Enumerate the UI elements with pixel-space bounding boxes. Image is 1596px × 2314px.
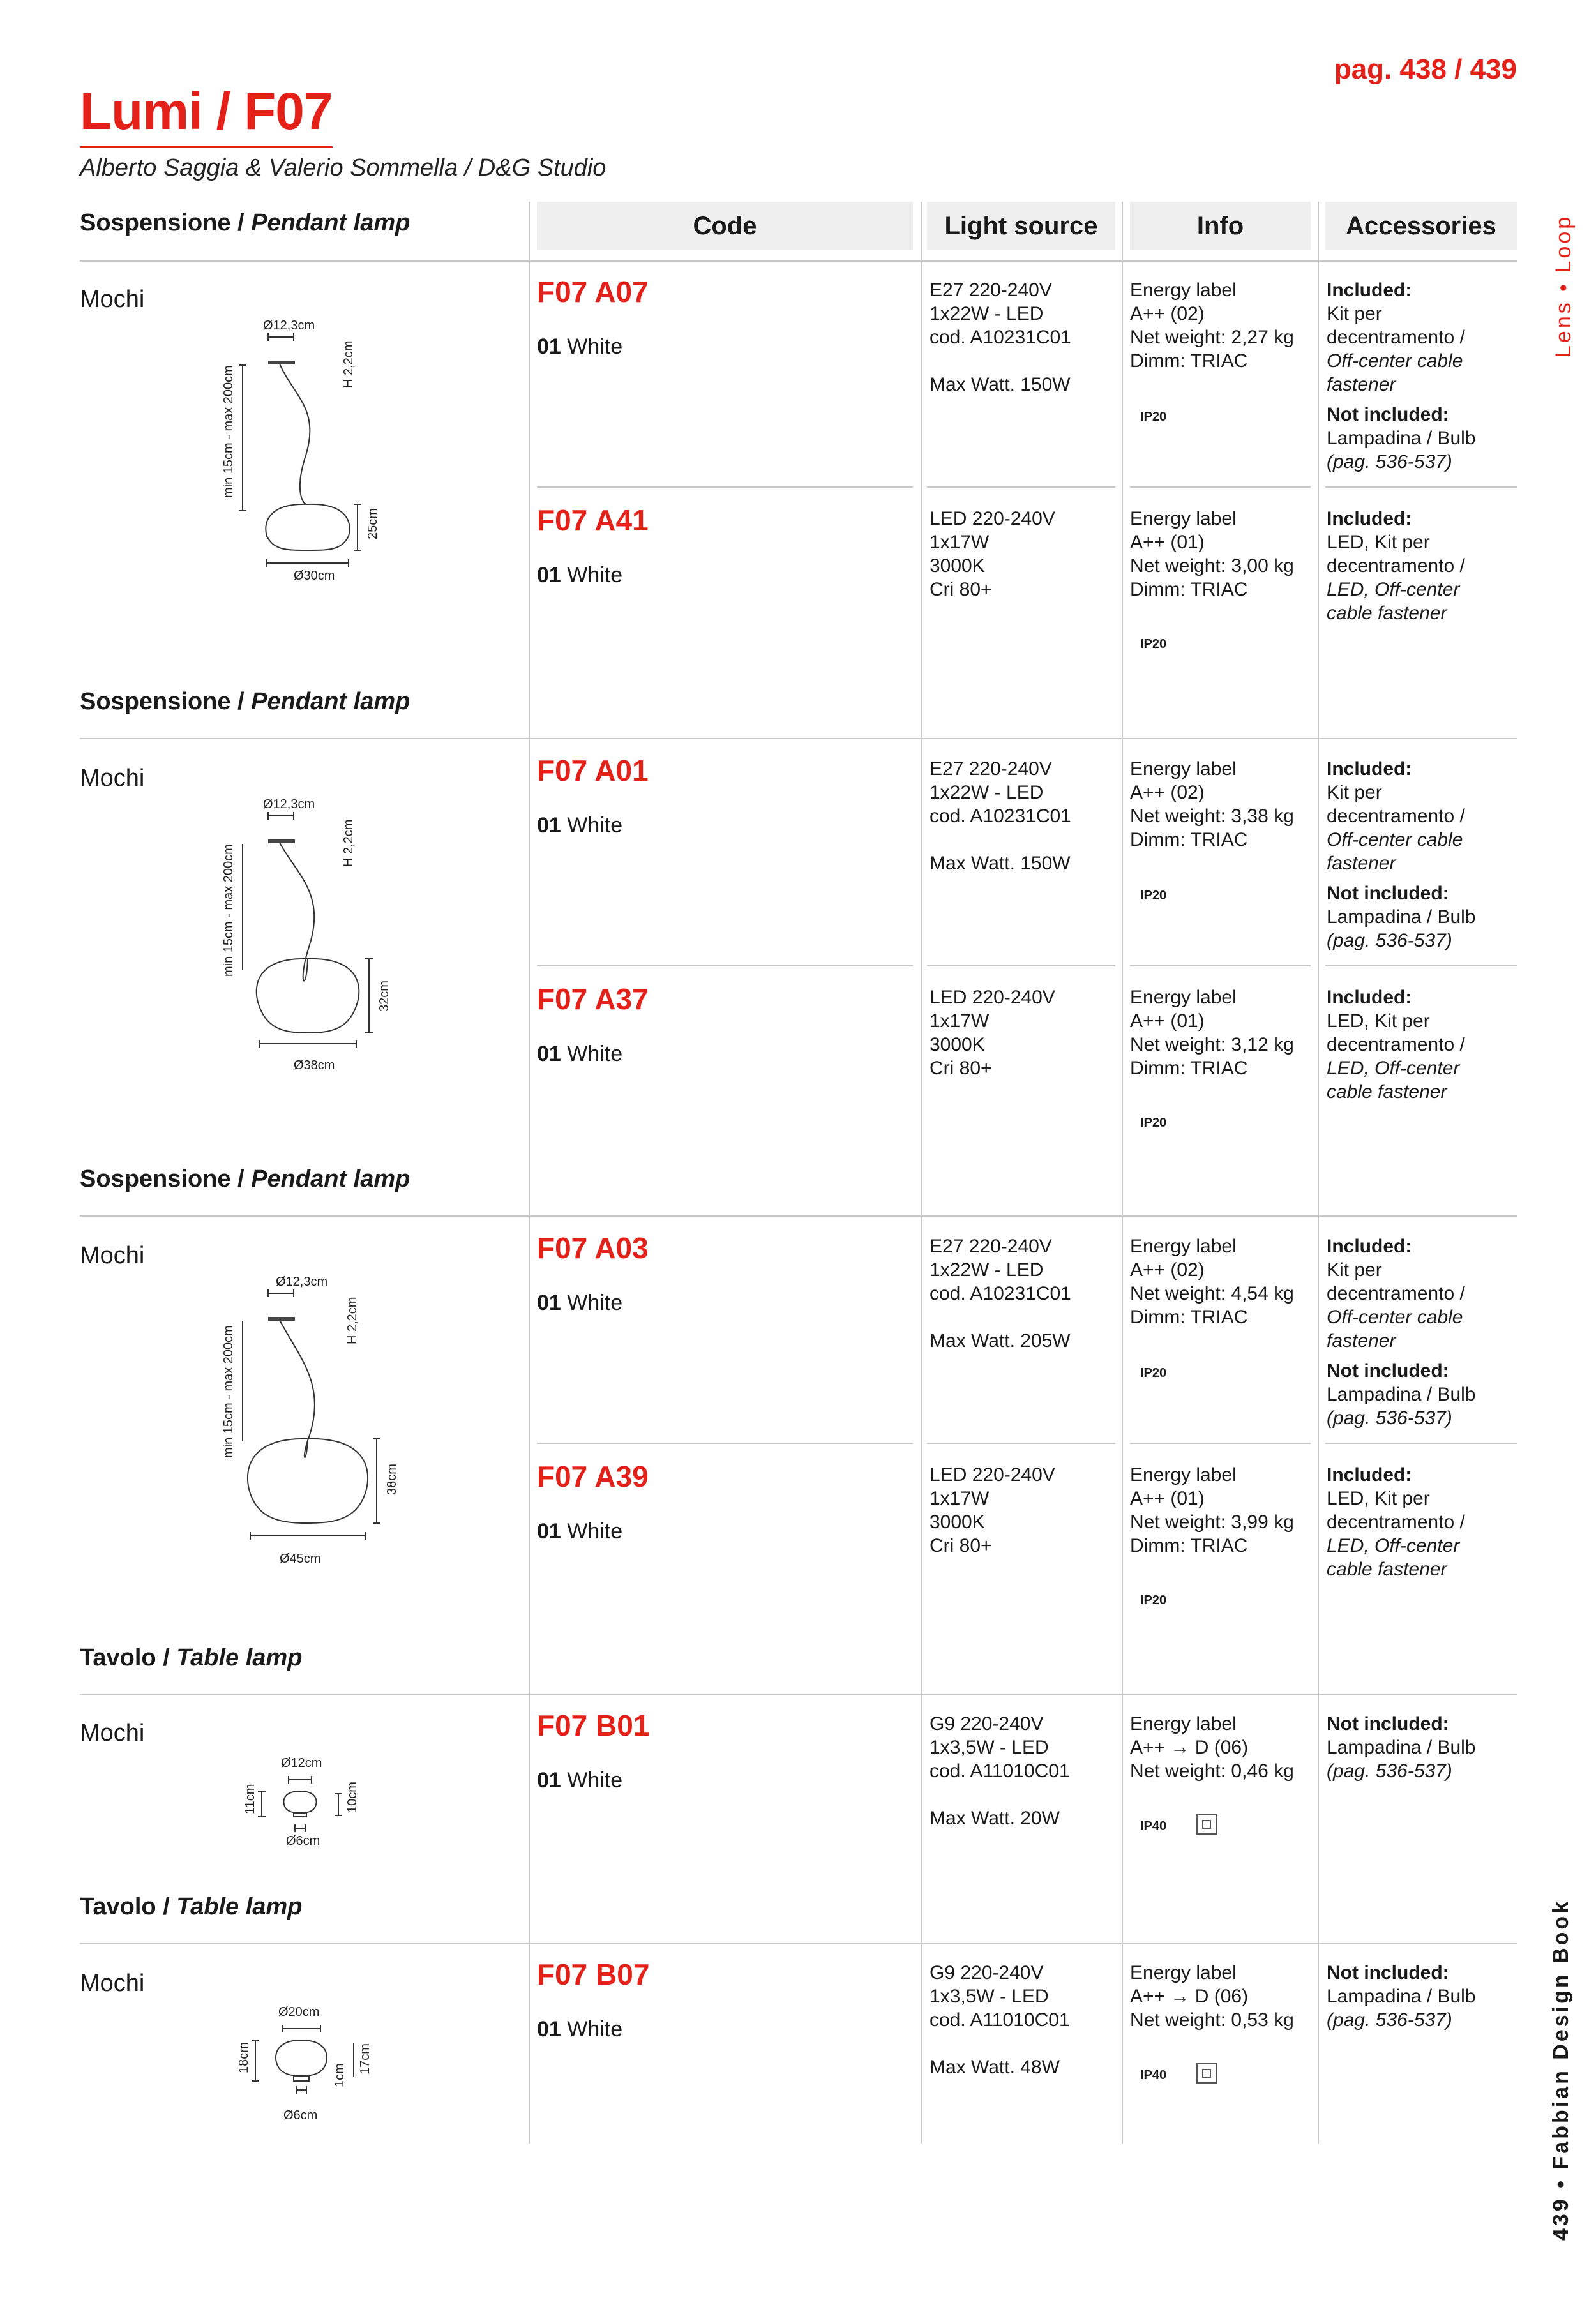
category-label: Sospensione / Pendant lamp — [80, 1166, 410, 1192]
accessories: Included: Kit per decentramento / Off-center cable fastener Not included: Lampadina / Bulb (pag. 536-537) — [1327, 280, 1476, 472]
accessories: Included: LED, Kit per decentramento / LED, Off-center cable fastener — [1327, 508, 1465, 624]
info: Energy label A++ (02) Net weight: 4,54 kg Dimm: TRIAC — [1130, 1236, 1294, 1328]
finish: 01 White — [537, 1042, 623, 1066]
ip-rating: IP20 — [1140, 1593, 1167, 1607]
model-name: Mochi — [80, 1970, 145, 1997]
light-source: E27 220-240V 1x22W - LED cod. A10231C01 Max Watt. 205W — [930, 1236, 1071, 1351]
info: Energy label A++ (02) Net weight: 3,38 kg Dimm: TRIAC — [1130, 758, 1294, 850]
ip-rating: IP40 — [1140, 2068, 1167, 2082]
dim-cable-length: min 15cm - max 200cm — [222, 1325, 236, 1458]
row-divider — [1325, 1443, 1517, 1444]
info: Energy label A++ (01) Net weight: 3,00 kg Dimm: TRIAC — [1130, 508, 1294, 600]
product-code: F07 A39 — [537, 1460, 649, 1493]
dim-canopy-height: H 2,2cm — [342, 340, 356, 388]
dim-top-diameter: Ø12cm — [281, 1756, 322, 1770]
class-symbol-icon — [1196, 1814, 1217, 1835]
light-source: E27 220-240V 1x22W - LED cod. A10231C01 Max Watt. 150W — [930, 758, 1071, 874]
pendant-lamp-drawing — [204, 313, 415, 594]
dim-base-diameter: Ø6cm — [286, 1834, 320, 1848]
dim-top-diameter: Ø12,3cm — [263, 797, 315, 811]
finish: 01 White — [537, 813, 623, 838]
row-divider — [537, 1443, 913, 1444]
column-header-info: Info — [1130, 202, 1311, 250]
dim-canopy-height: H 2,2cm — [342, 819, 356, 867]
light-source: LED 220-240V 1x17W 3000K Cri 80+ — [930, 1464, 1055, 1556]
row-divider — [1325, 965, 1517, 966]
dim-gap: 1cm — [333, 2063, 347, 2087]
grid-vline — [529, 202, 530, 2144]
row-divider — [927, 965, 1115, 966]
dim-cable-length: min 15cm - max 200cm — [222, 365, 236, 498]
ip-rating: IP20 — [1140, 1366, 1167, 1380]
class-symbol-icon — [1196, 2063, 1217, 2084]
section-divider — [80, 738, 1517, 739]
model-name: Mochi — [80, 1242, 145, 1269]
ip-rating: IP40 — [1140, 1819, 1167, 1833]
side-label-book: 439 • Fabbian Design Book — [1549, 1898, 1573, 2241]
row-divider — [927, 486, 1115, 488]
dim-height: 11cm — [243, 1784, 257, 1814]
pendant-lamp-drawing — [204, 1269, 421, 1582]
model-name: Mochi — [80, 286, 145, 313]
section-divider — [80, 1694, 1517, 1695]
dim-shade-height: 17cm — [358, 2043, 372, 2075]
finish: 01 White — [537, 1519, 623, 1544]
dim-shade-diameter: Ø38cm — [294, 1058, 335, 1072]
table-lamp-drawing — [236, 1749, 377, 1877]
dim-canopy-height: H 2,2cm — [345, 1296, 359, 1344]
finish: 01 White — [537, 2017, 623, 2041]
row-divider — [1325, 486, 1517, 488]
table-lamp-drawing — [230, 1998, 383, 2138]
product-code: F07 A03 — [537, 1231, 649, 1265]
info: Energy label A++ → D (06) Net weight: 0,53 kg — [1130, 1962, 1294, 2031]
row-divider — [1130, 486, 1311, 488]
dim-shade-height: 25cm — [366, 508, 380, 539]
light-source: G9 220-240V 1x3,5W - LED cod. A11010C01 Max Watt. 48W — [930, 1962, 1070, 2078]
finish: 01 White — [537, 1291, 623, 1315]
dim-shade-diameter: Ø45cm — [280, 1552, 321, 1566]
light-source: E27 220-240V 1x22W - LED cod. A10231C01 Max Watt. 150W — [930, 280, 1071, 395]
row-divider — [537, 486, 913, 488]
info: Energy label A++ (01) Net weight: 3,12 kg Dimm: TRIAC — [1130, 987, 1294, 1079]
category-label: Tavolo / Table lamp — [80, 1644, 303, 1671]
section-divider — [80, 260, 1517, 262]
section-divider — [80, 1215, 1517, 1217]
accessories: Included: LED, Kit per decentramento / LED, Off-center cable fastener — [1327, 987, 1465, 1102]
dim-cable-length: min 15cm - max 200cm — [222, 844, 236, 977]
dim-shade-height: 38cm — [385, 1464, 399, 1495]
row-divider — [927, 1443, 1115, 1444]
model-name: Mochi — [80, 765, 145, 792]
accessories: Not included: Lampadina / Bulb (pag. 536-537) — [1327, 1962, 1476, 2031]
dim-height: 18cm — [237, 2042, 251, 2073]
ip-rating: IP20 — [1140, 889, 1167, 903]
row-divider — [1130, 1443, 1311, 1444]
light-source: LED 220-240V 1x17W 3000K Cri 80+ — [930, 987, 1055, 1079]
grid-vline — [1318, 202, 1319, 2144]
accessories: Included: Kit per decentramento / Off-center cable fastener Not included: Lampadina / Bulb (pag. 536-537) — [1327, 1236, 1476, 1429]
page-reference: pag. 438 / 439 — [1334, 54, 1517, 85]
dim-shade-height: 32cm — [377, 980, 391, 1012]
column-header-code: Code — [537, 202, 913, 250]
product-code: F07 B07 — [537, 1958, 650, 1991]
title-underline — [80, 146, 333, 148]
product-code: F07 A41 — [537, 504, 649, 537]
product-code: F07 A01 — [537, 754, 649, 787]
ip-rating: IP20 — [1140, 637, 1167, 651]
light-source: LED 220-240V 1x17W 3000K Cri 80+ — [930, 508, 1055, 600]
page-title: Lumi / F07 — [80, 82, 333, 140]
category-label: Tavolo / Table lamp — [80, 1893, 303, 1920]
dim-shade-diameter: Ø30cm — [294, 569, 335, 583]
dim-top-diameter: Ø12,3cm — [263, 319, 315, 333]
accessories: Not included: Lampadina / Bulb (pag. 536-537) — [1327, 1713, 1476, 1782]
category-label: Sospensione / Pendant lamp — [80, 209, 410, 236]
finish: 01 White — [537, 334, 623, 359]
finish: 01 White — [537, 563, 623, 587]
column-header-accessories: Accessories — [1325, 202, 1517, 250]
product-code: F07 A07 — [537, 275, 649, 308]
side-label-lens-loop: Lens • Loop — [1551, 214, 1576, 357]
info: Energy label A++ (01) Net weight: 3,99 kg Dimm: TRIAC — [1130, 1464, 1294, 1556]
section-divider — [80, 1943, 1517, 1944]
info: Energy label A++ → D (06) Net weight: 0,46 kg — [1130, 1713, 1294, 1782]
grid-vline — [1122, 202, 1123, 2144]
accessories: Included: LED, Kit per decentramento / LED, Off-center cable fastener — [1327, 1464, 1465, 1580]
row-divider — [1130, 965, 1311, 966]
category-label: Sospensione / Pendant lamp — [80, 688, 410, 715]
ip-rating: IP20 — [1140, 410, 1167, 424]
model-name: Mochi — [80, 1720, 145, 1747]
product-code: F07 B01 — [537, 1709, 650, 1742]
dim-shade-height: 10cm — [345, 1782, 359, 1813]
dim-top-diameter: Ø12,3cm — [276, 1275, 328, 1289]
pendant-lamp-drawing — [204, 792, 421, 1098]
accessories: Included: Kit per decentramento / Off-center cable fastener Not included: Lampadina / Bulb (pag. 536-537) — [1327, 758, 1476, 951]
dim-top-diameter: Ø20cm — [278, 2005, 320, 2019]
grid-vline — [921, 202, 922, 2144]
ip-rating: IP20 — [1140, 1116, 1167, 1130]
designers: Alberto Saggia & Valerio Sommella / D&G Studio — [80, 154, 606, 181]
light-source: G9 220-240V 1x3,5W - LED cod. A11010C01 Max Watt. 20W — [930, 1713, 1070, 1829]
column-header-light-source: Light source — [927, 202, 1115, 250]
dim-base-diameter: Ø6cm — [283, 2108, 318, 2122]
finish: 01 White — [537, 1768, 623, 1792]
row-divider — [537, 965, 913, 966]
product-code: F07 A37 — [537, 982, 649, 1016]
info: Energy label A++ (02) Net weight: 2,27 kg Dimm: TRIAC — [1130, 280, 1294, 372]
